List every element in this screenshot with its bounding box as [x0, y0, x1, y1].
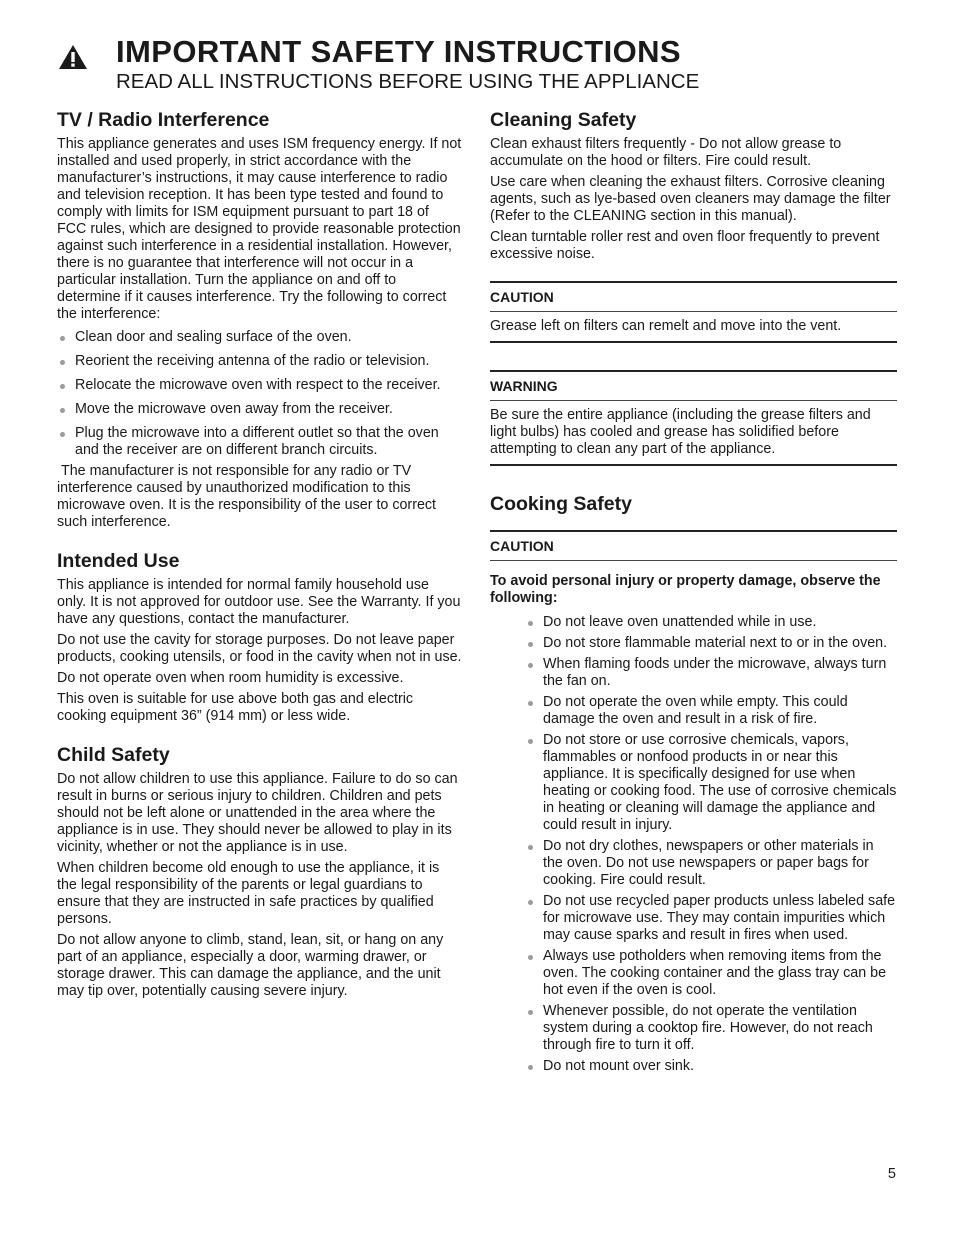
bullet-icon — [528, 1010, 533, 1015]
cooking-safety-lead: To avoid personal injury or property damage, observe the following: — [490, 573, 881, 606]
tv-radio-intro: This appliance generates and uses ISM frequency energy. If not installed and used properly, in strict accordance with the manufacturer’s instructions, it may cause interference to radio and television reception. It has been type tested and found to comply with limits for ISM equipment pursuant to part 18 of FCC rules, which are designed to provide reasonable protection against such interference in a residential installation. However, there is no guarantee that interference will not occur in a particular installation. Turn the appliance on and off to determine if it causes interference. Try the following to correct the interference: — [57, 136, 462, 322]
child-safety-paragraph: When children become old enough to use the appliance, it is the legal responsibility of the parents or legal guardians to ensure that they are instructed in safe practices by qualified persons. — [57, 860, 440, 927]
cleaning-paragraph: Use care when cleaning the exhaust filters. Corrosive cleaning agents, such as lye-based oven cleaners may damage the filter (Refer to the CLEANING section in this manual). — [490, 174, 891, 224]
caution-label: CAUTION — [490, 538, 554, 554]
divider — [490, 530, 897, 532]
tv-radio-heading: TV / Radio Interference — [57, 109, 270, 131]
cooking-safety-section — [490, 492, 897, 1075]
list-item: Always use potholders when removing items from the oven. The cooking container and the glass tray can be hot even if the oven is cool. — [525, 948, 897, 999]
caution-box — [490, 281, 897, 343]
divider — [490, 341, 897, 343]
list-item: Plug the microwave into a different outlet so that the oven and the receiver are on different branch circuits. — [57, 425, 462, 459]
tv-radio-closing: The manufacturer is not responsible for any radio or TV interference caused by unauthorized modification to this microwave oven. It is the responsibility of the user to correct such interference. — [57, 463, 441, 530]
list-item: Do not use recycled paper products unless labeled safe for microwave use. They may contain impurities which may cause sparks and result in fires when used. — [525, 893, 897, 944]
divider — [490, 560, 897, 561]
bullet-icon — [60, 336, 65, 341]
intended-use-section — [57, 549, 462, 725]
cleaning-paragraph: Clean turntable roller rest and oven floor frequently to prevent excessive noise. — [490, 229, 880, 262]
list-item: Reorient the receiving antenna of the radio or television. — [57, 353, 462, 370]
caution-label: CAUTION — [490, 289, 554, 305]
page-number: 5 — [887, 1166, 896, 1182]
bullet-icon — [60, 384, 65, 389]
child-safety-heading: Child Safety — [57, 744, 170, 766]
divider — [490, 370, 897, 372]
tv-radio-list — [57, 329, 462, 459]
bullet-icon — [528, 663, 533, 668]
child-safety-paragraph: Do not allow children to use this appliance. Failure to do so can result in burns or serious injury to children. Children and pets should not be left alone or unattended in the area where the appliance is in use. They should never be allowed to play in its vicinity, whether or not the appliance is in use. — [57, 771, 458, 855]
intended-use-paragraph: Do not operate oven when room humidity is excessive. — [57, 670, 404, 686]
warning-label: WARNING — [490, 378, 558, 394]
page-subtitle: READ ALL INSTRUCTIONS BEFORE USING THE APPLIANCE — [116, 70, 700, 93]
child-safety-paragraph: Do not allow anyone to climb, stand, lean, sit, or hang on any part of an appliance, especially a door, warming drawer, or storage drawer. This can damage the appliance, and the unit may tip over, potentially causing severe injury. — [57, 932, 444, 999]
cleaning-safety-heading: Cleaning Safety — [490, 109, 637, 131]
list-item: Relocate the microwave oven with respect to the receiver. — [57, 377, 462, 394]
list-item: Do not leave oven unattended while in use. — [525, 614, 897, 631]
caution-text: Grease left on filters can remelt and move into the vent. — [490, 318, 842, 334]
warning-text: Be sure the entire appliance (including the grease filters and light bulbs) has cooled and grease has solidified before attempting to clean any part of the appliance. — [490, 407, 871, 457]
bullet-icon — [60, 360, 65, 365]
bullet-icon — [60, 432, 65, 437]
list-item: Do not store or use corrosive chemicals, vapors, flammables or nonfood products in or near this appliance. It is specifically designed for use when heating or cooking food. The use of corrosive chemicals in heating or cleaning will damage the appliance and could result in injury. — [525, 732, 897, 834]
list-item: Do not store flammable material next to or in the oven. — [525, 635, 897, 652]
divider — [490, 311, 897, 312]
bullet-icon — [528, 739, 533, 744]
bullet-icon — [528, 642, 533, 647]
list-item: Move the microwave oven away from the receiver. — [57, 401, 462, 418]
bullet-icon — [60, 408, 65, 413]
tv-radio-section — [57, 108, 462, 531]
child-safety-section — [57, 743, 462, 1000]
bullet-icon — [528, 701, 533, 706]
divider — [490, 281, 897, 283]
cooking-safety-heading: Cooking Safety — [490, 493, 632, 515]
bullet-icon — [528, 955, 533, 960]
intended-use-paragraph: This appliance is intended for normal family household use only. It is not approved for outdoor use. See the Warranty. If you have any questions, contact the manufacturer. — [57, 577, 461, 627]
divider — [490, 464, 897, 466]
bullet-icon — [528, 900, 533, 905]
list-item: Do not mount over sink. — [525, 1058, 897, 1075]
bullet-icon — [528, 1065, 533, 1070]
right-column — [490, 108, 897, 1079]
list-item: Clean door and sealing surface of the oven. — [57, 329, 462, 346]
left-column — [57, 108, 462, 1004]
warning-triangle-icon — [58, 44, 88, 70]
warning-box — [490, 370, 897, 466]
list-item: When flaming foods under the microwave, always turn the fan on. — [525, 656, 897, 690]
cooking-safety-list — [490, 614, 897, 1075]
divider — [490, 400, 897, 401]
list-item: Whenever possible, do not operate the ventilation system during a cooktop fire. However, do not reach through fire to turn it off. — [525, 1003, 897, 1054]
list-item: Do not operate the oven while empty. This could damage the oven and result in a risk of fire. — [525, 694, 897, 728]
bullet-icon — [528, 845, 533, 850]
cleaning-safety-section — [490, 108, 897, 466]
list-item: Do not dry clothes, newspapers or other materials in the oven. Do not use newspapers or paper bags for cooking. Fire could result. — [525, 838, 897, 889]
page-title: IMPORTANT SAFETY INSTRUCTIONS — [116, 34, 682, 69]
intended-use-heading: Intended Use — [57, 550, 180, 572]
intended-use-paragraph: Do not use the cavity for storage purposes. Do not leave paper products, cooking utensils, or food in the cavity when not in use. — [57, 632, 462, 665]
bullet-icon — [528, 621, 533, 626]
cleaning-paragraph: Clean exhaust filters frequently - Do not allow grease to accumulate on the hood or filters. Fire could result. — [490, 136, 842, 169]
intended-use-paragraph: This oven is suitable for use above both gas and electric cooking equipment 36” (914 mm) or less wide. — [57, 691, 414, 724]
